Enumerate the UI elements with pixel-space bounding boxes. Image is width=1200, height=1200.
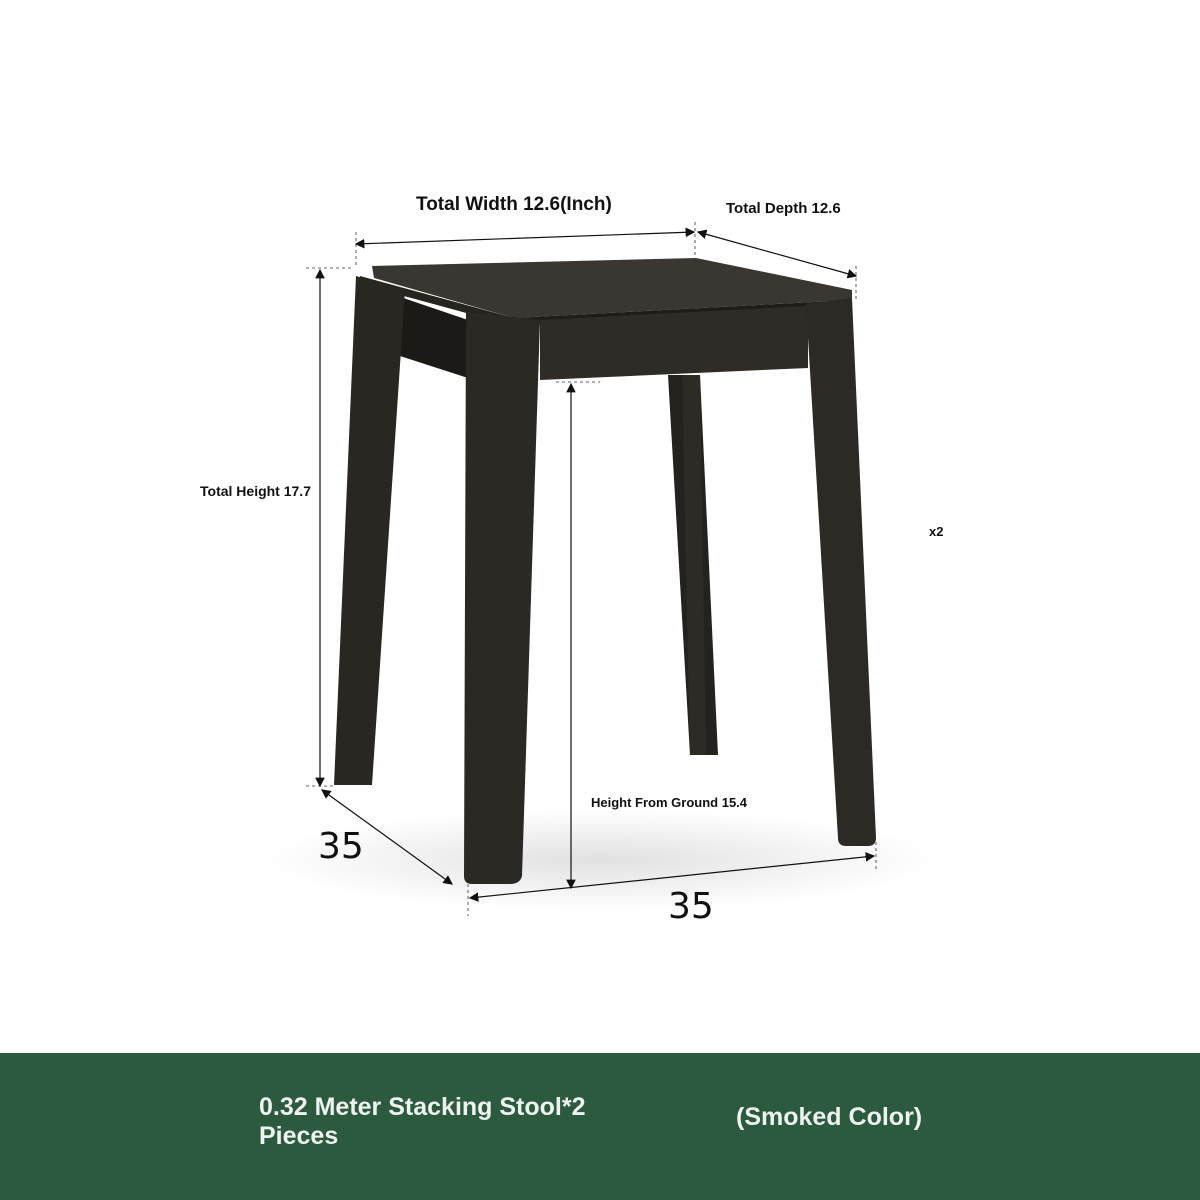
product-title: 0.32 Meter Stacking Stool*2 Pieces	[259, 1093, 586, 1150]
total-height-label: Total Height 17.7	[200, 483, 311, 499]
color-variant-label: (Smoked Color)	[736, 1103, 923, 1131]
width-dim-line	[356, 232, 694, 244]
left-leg	[334, 276, 405, 785]
front-left-leg	[464, 312, 540, 884]
footprint-right-label: 35	[668, 886, 714, 927]
total-depth-label: Total Depth 12.6	[726, 200, 841, 217]
height-from-ground-label: Height From Ground 15.4	[591, 795, 748, 810]
footprint-left-label: 35	[318, 826, 364, 867]
front-right-leg	[806, 298, 876, 846]
quantity-badge: x2	[929, 524, 944, 539]
product-banner	[0, 1053, 1200, 1200]
total-width-label: Total Width 12.6(Inch)	[416, 194, 612, 215]
